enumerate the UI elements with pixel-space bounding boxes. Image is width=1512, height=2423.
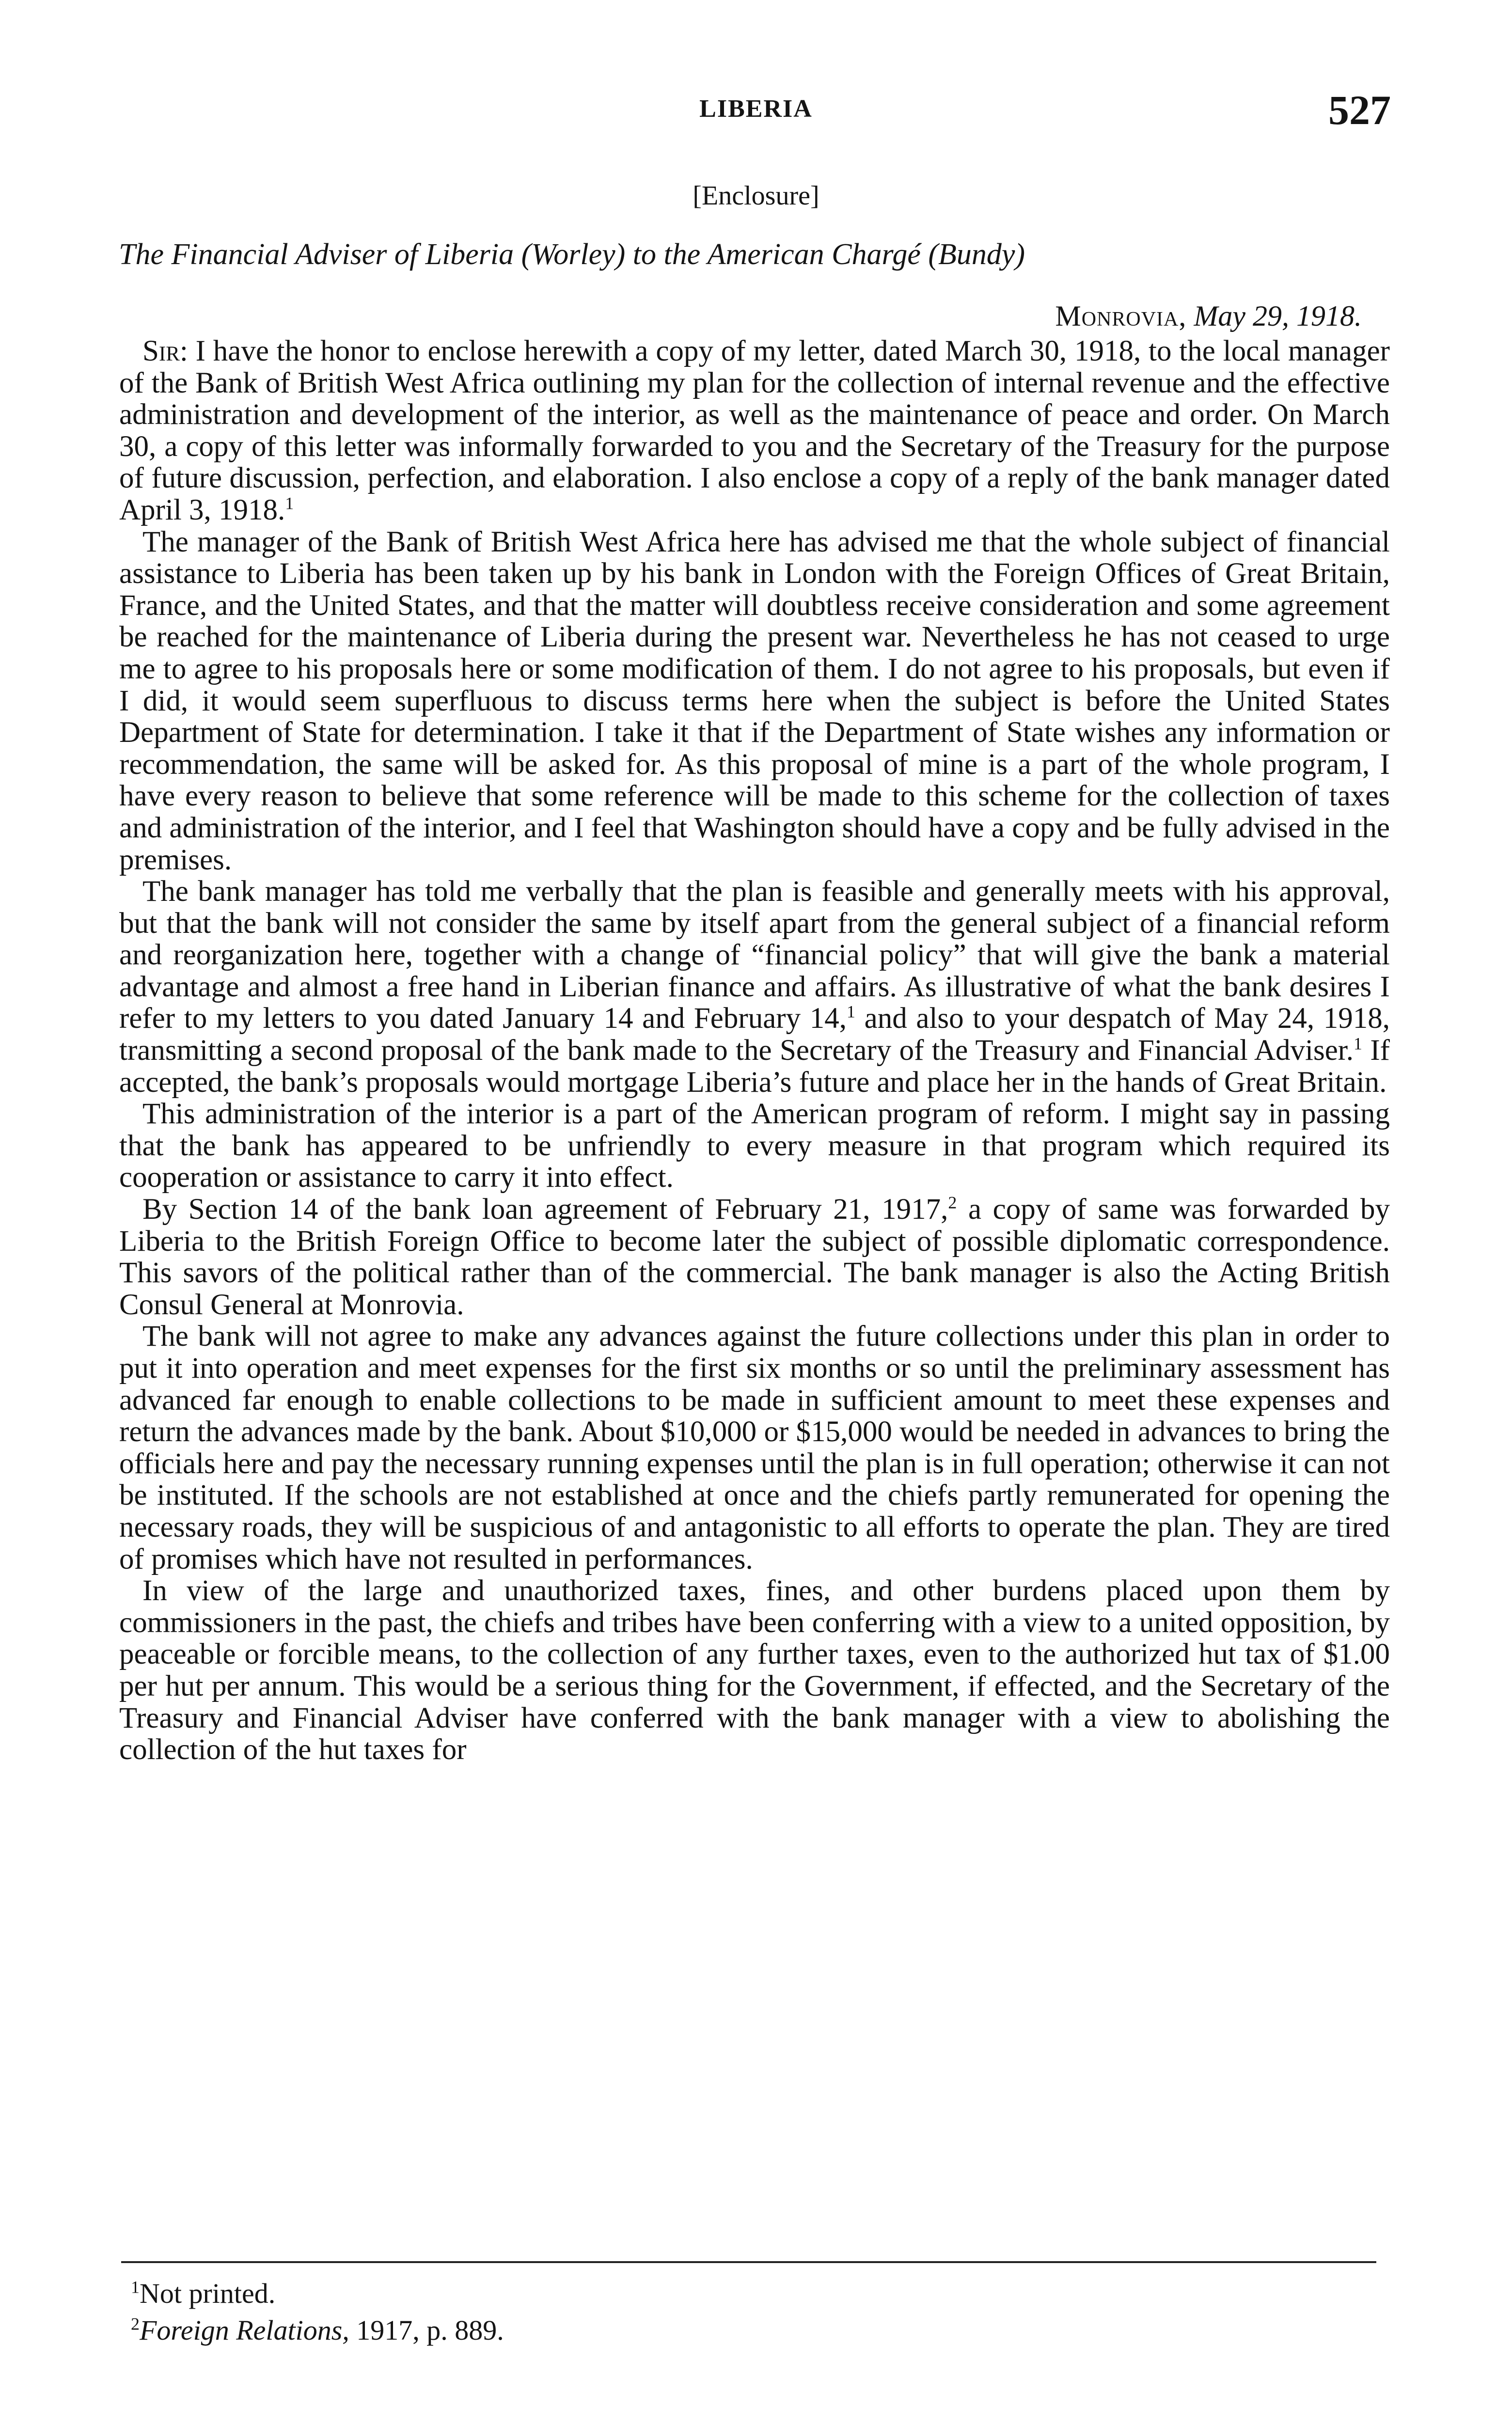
footnote-ref: 1 [1354, 1034, 1362, 1054]
paragraph-5-part-1: By Section 14 of the bank loan agreement of February 21, 1917, [142, 1193, 948, 1226]
footnote-divider [121, 2261, 1376, 2263]
paragraph-1 [119, 335, 1390, 526]
footnote-1-text: Not printed. [140, 2278, 276, 2309]
running-title: LIBERIA [699, 95, 813, 123]
footnote-marker: 2 [131, 2314, 140, 2334]
footnote-2 [121, 2312, 1376, 2349]
footnote-2-title: Foreign Relations, [140, 2314, 349, 2346]
paragraph-3 [119, 876, 1390, 1098]
footnote-marker: 1 [131, 2277, 140, 2297]
paragraph-3-part-1: The bank manager has told me verbally that the plan is feasible and generally meets with his approval, but that the bank will not consider the same by itself apart from the general subject of a financial reform and reorganization here, together with a change of “financial policy” that will give the bank a material advantage and almost a free hand in Liberian finance and affairs. As illustrative of what the bank desires I refer to my letters to you dated January 14 and February 14, [119, 875, 1390, 1035]
paragraph-2: The manager of the Bank of British West Africa here has advised me that the whole subject of financial assistance to Liberia has been taken up by his bank in London with the Foreign Offices of Great Britain, France, and the United States, and that the matter will doubtless receive consideration and some agreement be reached for the maintenance of Liberia during the present war. Nevertheless he has not ceased to urge me to agree to his proposals here or some modification of them. I do not agree to his proposals, but even if I did, it would seem superfluous to discuss terms here when the subject is before the United States Department of State for determination. I take it that if the Department of State wishes any information or recommendation, the same will be asked for. As this proposal of mine is a part of the whole program, I have every reason to believe that some reference will be made to this scheme for the collection of taxes and administration of the interior, and I feel that Washington should have a copy and be fully advised in the premises. [119, 525, 1390, 876]
footnote-1 [121, 2275, 1376, 2312]
paragraph-5 [119, 1194, 1390, 1321]
paragraph-3-part-3: If accepted, the bank’s proposals would mortgage Liberia’s future and place her in the hands of Great Britain. [119, 1034, 1390, 1099]
footnote-2-text: 1917, p. 889. [349, 2314, 504, 2346]
footnote-ref: 1 [846, 1002, 855, 1022]
paragraph-5-part-2: a copy of same was forwarded by Liberia to the British Foreign Office to become later the subject of possible diplomatic correspondence. This savors of the political rather than of the commercial. The bank manager is also the Acting British Consul General at Monrovia. [119, 1193, 1390, 1321]
footnote-ref: 1 [285, 493, 294, 513]
paragraph-6: The bank will not agree to make any advances against the future collections under this plan in order to put it into operation and meet expenses for the first six months or so until the preliminary assessment has advanced far enough to enable collections to be made in sufficient amount to meet these expenses and return the advances made by the bank. About $10,000 or $15,000 would be needed in advances to bring the officials here and pay the necessary running expenses until the plan is in full operation; otherwise it can not be instituted. If the schools are not established at once and the chiefs partly remunerated for opening the necessary roads, they will be suspicious of and antagonistic to all efforts to operate the plan. They are tired of promises which have not resulted in performances. [119, 1320, 1390, 1575]
dateline-place: Monrovia, [1055, 300, 1187, 332]
footnotes [121, 2275, 1376, 2349]
paragraph-1-text: I have the honor to enclose herewith a copy of my letter, dated March 30, 1918, to the local manager of the Bank of British West Africa outlining my plan for the collection of internal revenue and the effective administration and development of the interior, as well as the maintenance of peace and order. On March 30, a copy of this letter was informally forwarded to you and the Secretary of the Treasury for the purpose of future discussion, perfection, and elaboration. I also enclose a copy of a reply of the bank manager dated April 3, 1918. [119, 335, 1390, 526]
document-title: The Financial Adviser of Liberia (Worley) to the American Chargé (Bundy) [119, 238, 1025, 271]
page-number: 527 [1328, 87, 1391, 133]
page-header [116, 87, 1396, 138]
enclosure-label: [Enclosure] [693, 181, 819, 211]
paragraph-3-part-2: and also to your despatch of May 24, 1918, transmitting a second proposal of the bank made to the Secretary of the Treasury and Financial Adviser. [119, 1002, 1390, 1067]
salutation: Sir: [142, 335, 188, 367]
letter-body [119, 335, 1390, 1766]
paragraph-7: In view of the large and unauthorized taxes, fines, and other burdens placed upon them by commissioners in the past, the chiefs and tribes have been conferring with a view to a united opposition, by peaceable or forcible means, to the collection of any further taxes, even to the authorized hut tax of $1.00 per hut per annum. This would be a serious thing for the Government, if effected, and the Secretary of the Treasury and Financial Adviser have conferred with the bank manager with a view to abolishing the collection of the hut taxes for [119, 1574, 1390, 1766]
footnote-ref: 2 [948, 1193, 957, 1212]
paragraph-4: This administration of the interior is a part of the American program of reform. I might say in passing that the bank has appeared to be unfriendly to every measure in that program which required its cooperation or assistance to carry it into effect. [119, 1098, 1390, 1194]
dateline [1055, 299, 1362, 333]
dateline-date: May 29, 1918. [1194, 300, 1362, 332]
